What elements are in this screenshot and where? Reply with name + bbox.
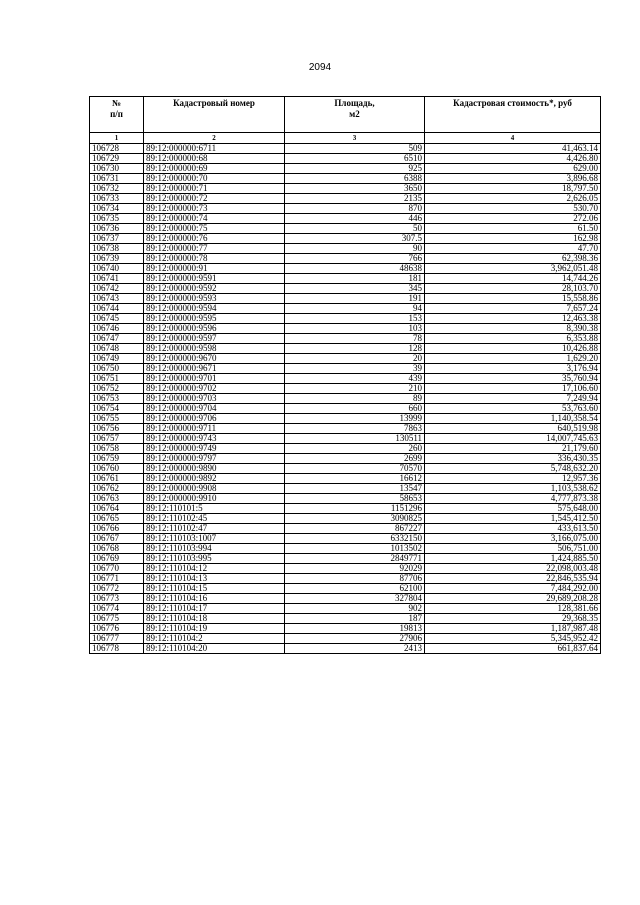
cadastral-value-cell: 1,103,538.62: [425, 484, 601, 494]
cadastral-number-cell: 89:12:000000:9671: [144, 364, 285, 374]
row-number-cell: 106769: [90, 554, 144, 564]
row-number-cell: 106753: [90, 394, 144, 404]
table-row: [90, 444, 601, 454]
cadastral-value-cell: 4,426.80: [425, 154, 601, 164]
cadastral-value-cell: 35,760.94: [425, 374, 601, 384]
area-cell: 50: [285, 224, 425, 234]
row-number-cell: 106728: [90, 144, 144, 154]
table-row: [90, 584, 601, 594]
cadastral-value-cell: 661,837.64: [425, 644, 601, 654]
table-row: [90, 234, 601, 244]
cadastral-value-cell: 3,176.94: [425, 364, 601, 374]
area-cell: 6388: [285, 174, 425, 184]
table-row: [90, 384, 601, 394]
table-row: [90, 564, 601, 574]
row-number-cell: 106743: [90, 294, 144, 304]
table-row: [90, 354, 601, 364]
area-cell: 187: [285, 614, 425, 624]
table-row: [90, 224, 601, 234]
area-cell: 210: [285, 384, 425, 394]
cadastral-number-cell: 89:12:000000:9597: [144, 334, 285, 344]
cadastral-value-cell: 7,657.24: [425, 304, 601, 314]
area-cell: 89: [285, 394, 425, 404]
table-row: [90, 484, 601, 494]
cadastral-number-cell: 89:12:110104:16: [144, 594, 285, 604]
area-cell: 7863: [285, 424, 425, 434]
row-number-cell: 106732: [90, 184, 144, 194]
table-row: [90, 344, 601, 354]
header-row-number: № п/п: [90, 97, 144, 133]
column-number: 4: [425, 133, 601, 144]
column-number: 2: [144, 133, 285, 144]
row-number-cell: 106731: [90, 174, 144, 184]
cadastral-value-cell: 1,629.20: [425, 354, 601, 364]
header-row: [90, 97, 601, 133]
row-number-cell: 106729: [90, 154, 144, 164]
cadastral-number-cell: 89:12:000000:71: [144, 184, 285, 194]
cadastral-number-cell: 89:12:110102:45: [144, 514, 285, 524]
cadastral-value-cell: 5,345,952.42: [425, 634, 601, 644]
table-row: [90, 284, 601, 294]
area-cell: 3090825: [285, 514, 425, 524]
cadastral-number-cell: 89:12:000000:74: [144, 214, 285, 224]
cadastral-number-cell: 89:12:110102:47: [144, 524, 285, 534]
row-number-cell: 106767: [90, 534, 144, 544]
cadastral-value-cell: 640,519.98: [425, 424, 601, 434]
table-row: [90, 454, 601, 464]
cadastral-number-cell: 89:12:110103:995: [144, 554, 285, 564]
row-number-cell: 106755: [90, 414, 144, 424]
cadastral-number-cell: 89:12:000000:9591: [144, 274, 285, 284]
cadastral-number-cell: 89:12:000000:77: [144, 244, 285, 254]
row-number-cell: 106763: [90, 494, 144, 504]
page-number: 2094: [308, 62, 332, 73]
row-number-cell: 106752: [90, 384, 144, 394]
area-cell: 27906: [285, 634, 425, 644]
row-number-cell: 106770: [90, 564, 144, 574]
area-cell: 2849771: [285, 554, 425, 564]
row-number-cell: 106771: [90, 574, 144, 584]
cadastral-value-cell: 629.00: [425, 164, 601, 174]
area-cell: 1013502: [285, 544, 425, 554]
area-cell: 48638: [285, 264, 425, 274]
cadastral-value-cell: 433,613.50: [425, 524, 601, 534]
table-row: [90, 524, 601, 534]
area-cell: 260: [285, 444, 425, 454]
cadastral-value-cell: 28,103.70: [425, 284, 601, 294]
table-row: [90, 214, 601, 224]
table-row: [90, 184, 601, 194]
area-cell: 181: [285, 274, 425, 284]
cadastral-number-cell: 89:12:000000:91: [144, 264, 285, 274]
cadastral-value-cell: 53,763.60: [425, 404, 601, 414]
area-cell: 191: [285, 294, 425, 304]
table-row: [90, 574, 601, 584]
table-row: [90, 394, 601, 404]
area-cell: 13547: [285, 484, 425, 494]
area-cell: 307.5: [285, 234, 425, 244]
cadastral-number-cell: 89:12:000000:75: [144, 224, 285, 234]
area-cell: 766: [285, 254, 425, 264]
cadastral-number-cell: 89:12:000000:9598: [144, 344, 285, 354]
table-row: [90, 364, 601, 374]
row-number-cell: 106739: [90, 254, 144, 264]
table-body: [90, 144, 601, 654]
cadastral-number-cell: 89:12:000000:9594: [144, 304, 285, 314]
row-number-cell: 106754: [90, 404, 144, 414]
row-number-cell: 106774: [90, 604, 144, 614]
cadastral-value-cell: 1,140,358.54: [425, 414, 601, 424]
cadastral-number-cell: 89:12:000000:9749: [144, 444, 285, 454]
cadastral-value-cell: 61.50: [425, 224, 601, 234]
cadastral-value-cell: 162.98: [425, 234, 601, 244]
cadastral-number-cell: 89:12:000000:9743: [144, 434, 285, 444]
cadastral-number-cell: 89:12:110104:19: [144, 624, 285, 634]
cadastral-number-cell: 89:12:110103:1007: [144, 534, 285, 544]
table-row: [90, 494, 601, 504]
cadastral-value-cell: 530.70: [425, 204, 601, 214]
table-row: [90, 604, 601, 614]
table-row: [90, 254, 601, 264]
table-row: [90, 544, 601, 554]
area-cell: 39: [285, 364, 425, 374]
column-number: 1: [90, 133, 144, 144]
area-cell: 3650: [285, 184, 425, 194]
cadastral-number-cell: 89:12:000000:73: [144, 204, 285, 214]
table-row: [90, 644, 601, 654]
row-number-cell: 106757: [90, 434, 144, 444]
cadastral-number-cell: 89:12:110104:13: [144, 574, 285, 584]
table-row: [90, 634, 601, 644]
cadastral-value-cell: 575,648.00: [425, 504, 601, 514]
cadastral-number-cell: 89:12:000000:9593: [144, 294, 285, 304]
row-number-cell: 106762: [90, 484, 144, 494]
area-cell: 70570: [285, 464, 425, 474]
cadastral-number-cell: 89:12:110104:18: [144, 614, 285, 624]
row-number-cell: 106730: [90, 164, 144, 174]
cadastral-value-cell: 4,777,873.38: [425, 494, 601, 504]
cadastral-number-cell: 89:12:110104:12: [144, 564, 285, 574]
cadastral-value-cell: 29,689,208.28: [425, 594, 601, 604]
row-number-cell: 106745: [90, 314, 144, 324]
area-cell: 1151296: [285, 504, 425, 514]
row-number-cell: 106773: [90, 594, 144, 604]
row-number-cell: 106756: [90, 424, 144, 434]
cadastral-value-cell: 7,484,292.00: [425, 584, 601, 594]
table-row: [90, 374, 601, 384]
area-cell: 660: [285, 404, 425, 414]
row-number-cell: 106738: [90, 244, 144, 254]
area-cell: 153: [285, 314, 425, 324]
table-row: [90, 304, 601, 314]
row-number-cell: 106751: [90, 374, 144, 384]
area-cell: 90: [285, 244, 425, 254]
cadastral-number-cell: 89:12:000000:9711: [144, 424, 285, 434]
cadastral-value-cell: 14,744.26: [425, 274, 601, 284]
cadastral-number-cell: 89:12:000000:9890: [144, 464, 285, 474]
area-cell: 16612: [285, 474, 425, 484]
table-row: [90, 464, 601, 474]
row-number-cell: 106765: [90, 514, 144, 524]
table-row: [90, 274, 601, 284]
area-cell: 103: [285, 324, 425, 334]
cadastral-value-cell: 5,748,632.20: [425, 464, 601, 474]
cadastral-number-cell: 89:12:000000:72: [144, 194, 285, 204]
row-number-cell: 106772: [90, 584, 144, 594]
cadastral-value-cell: 336,430.35: [425, 454, 601, 464]
row-number-cell: 106768: [90, 544, 144, 554]
row-number-cell: 106740: [90, 264, 144, 274]
area-cell: 87706: [285, 574, 425, 584]
table-row: [90, 504, 601, 514]
row-number-cell: 106758: [90, 444, 144, 454]
cadastral-value-cell: 7,249.94: [425, 394, 601, 404]
cadastral-number-cell: 89:12:000000:9702: [144, 384, 285, 394]
row-number-cell: 106736: [90, 224, 144, 234]
area-cell: 2413: [285, 644, 425, 654]
cadastral-table: [89, 96, 601, 654]
cadastral-value-cell: 18,797.50: [425, 184, 601, 194]
cadastral-value-cell: 272.06: [425, 214, 601, 224]
table-row: [90, 314, 601, 324]
area-cell: 867227: [285, 524, 425, 534]
area-cell: 345: [285, 284, 425, 294]
row-number-cell: 106734: [90, 204, 144, 214]
row-number-cell: 106748: [90, 344, 144, 354]
area-cell: 94: [285, 304, 425, 314]
row-number-cell: 106760: [90, 464, 144, 474]
row-number-cell: 106750: [90, 364, 144, 374]
header-area: Площадь, м2: [285, 97, 425, 133]
table-row: [90, 414, 601, 424]
row-number-cell: 106778: [90, 644, 144, 654]
cadastral-number-cell: 89:12:000000:9910: [144, 494, 285, 504]
cadastral-value-cell: 1,187,987.48: [425, 624, 601, 634]
cadastral-number-cell: 89:12:000000:78: [144, 254, 285, 264]
row-number-cell: 106741: [90, 274, 144, 284]
cadastral-value-cell: 14,007,745.63: [425, 434, 601, 444]
cadastral-number-cell: 89:12:000000:9701: [144, 374, 285, 384]
row-number-cell: 106744: [90, 304, 144, 314]
table-row: [90, 614, 601, 624]
area-cell: 19813: [285, 624, 425, 634]
area-cell: 13999: [285, 414, 425, 424]
column-number-row: [90, 133, 601, 144]
header-cadastral-number: Кадастровый номер: [144, 97, 285, 133]
header-cadastral-value: Кадастровая стоимость*, руб: [425, 97, 601, 133]
row-number-cell: 106777: [90, 634, 144, 644]
cadastral-number-cell: 89:12:000000:9703: [144, 394, 285, 404]
table-row: [90, 434, 601, 444]
table-row: [90, 264, 601, 274]
area-cell: 902: [285, 604, 425, 614]
cadastral-value-cell: 8,390.38: [425, 324, 601, 334]
cadastral-number-cell: 89:12:000000:9596: [144, 324, 285, 334]
table-row: [90, 334, 601, 344]
cadastral-value-cell: 1,424,885.50: [425, 554, 601, 564]
cadastral-number-cell: 89:12:110104:20: [144, 644, 285, 654]
cadastral-number-cell: 89:12:000000:70: [144, 174, 285, 184]
cadastral-value-cell: 10,426.88: [425, 344, 601, 354]
cadastral-number-cell: 89:12:000000:9670: [144, 354, 285, 364]
area-cell: 6332150: [285, 534, 425, 544]
table-row: [90, 534, 601, 544]
table-row: [90, 194, 601, 204]
cadastral-value-cell: 506,751.00: [425, 544, 601, 554]
cadastral-number-cell: 89:12:110103:994: [144, 544, 285, 554]
row-number-cell: 106737: [90, 234, 144, 244]
row-number-cell: 106764: [90, 504, 144, 514]
area-cell: 6510: [285, 154, 425, 164]
cadastral-value-cell: 3,166,075.00: [425, 534, 601, 544]
area-cell: 128: [285, 344, 425, 354]
cadastral-number-cell: 89:12:110104:2: [144, 634, 285, 644]
area-cell: 78: [285, 334, 425, 344]
row-number-cell: 106735: [90, 214, 144, 224]
table-row: [90, 154, 601, 164]
table-row: [90, 174, 601, 184]
table-row: [90, 474, 601, 484]
row-number-cell: 106749: [90, 354, 144, 364]
row-number-cell: 106747: [90, 334, 144, 344]
area-cell: 2699: [285, 454, 425, 464]
cadastral-value-cell: 15,558.86: [425, 294, 601, 304]
table-row: [90, 624, 601, 634]
cadastral-value-cell: 128,381.66: [425, 604, 601, 614]
table-row: [90, 144, 601, 154]
cadastral-number-cell: 89:12:000000:9908: [144, 484, 285, 494]
area-cell: 439: [285, 374, 425, 384]
cadastral-value-cell: 17,106.60: [425, 384, 601, 394]
row-number-cell: 106775: [90, 614, 144, 624]
cadastral-value-cell: 22,846,535.94: [425, 574, 601, 584]
cadastral-value-cell: 12,463.38: [425, 314, 601, 324]
area-cell: 327804: [285, 594, 425, 604]
cadastral-number-cell: 89:12:000000:9706: [144, 414, 285, 424]
area-cell: 20: [285, 354, 425, 364]
cadastral-value-cell: 21,179.60: [425, 444, 601, 454]
row-number-cell: 106733: [90, 194, 144, 204]
table-row: [90, 244, 601, 254]
cadastral-number-cell: 89:12:110104:17: [144, 604, 285, 614]
cadastral-value-cell: 12,957.36: [425, 474, 601, 484]
cadastral-value-cell: 3,896.68: [425, 174, 601, 184]
area-cell: 925: [285, 164, 425, 174]
cadastral-value-cell: 47.70: [425, 244, 601, 254]
area-cell: 130511: [285, 434, 425, 444]
cadastral-number-cell: 89:12:000000:9595: [144, 314, 285, 324]
row-number-cell: 106766: [90, 524, 144, 534]
cadastral-number-cell: 89:12:110101:5: [144, 504, 285, 514]
cadastral-value-cell: 41,463.14: [425, 144, 601, 154]
table-row: [90, 294, 601, 304]
cadastral-number-cell: 89:12:000000:9592: [144, 284, 285, 294]
area-cell: 2135: [285, 194, 425, 204]
area-cell: 446: [285, 214, 425, 224]
cadastral-number-cell: 89:12:000000:9704: [144, 404, 285, 414]
table-row: [90, 594, 601, 604]
area-cell: 92029: [285, 564, 425, 574]
cadastral-value-cell: 6,353.88: [425, 334, 601, 344]
cadastral-value-cell: 62,398.36: [425, 254, 601, 264]
cadastral-value-cell: 2,626.05: [425, 194, 601, 204]
row-number-cell: 106742: [90, 284, 144, 294]
table-row: [90, 404, 601, 414]
cadastral-number-cell: 89:12:000000:6711: [144, 144, 285, 154]
row-number-cell: 106746: [90, 324, 144, 334]
cadastral-number-cell: 89:12:000000:69: [144, 164, 285, 174]
area-cell: 870: [285, 204, 425, 214]
cadastral-number-cell: 89:12:110104:15: [144, 584, 285, 594]
cadastral-number-cell: 89:12:000000:9892: [144, 474, 285, 484]
cadastral-value-cell: 3,962,051.48: [425, 264, 601, 274]
column-number: 3: [285, 133, 425, 144]
area-cell: 509: [285, 144, 425, 154]
cadastral-number-cell: 89:12:000000:76: [144, 234, 285, 244]
table-row: [90, 424, 601, 434]
area-cell: 58653: [285, 494, 425, 504]
cadastral-number-cell: 89:12:000000:68: [144, 154, 285, 164]
cadastral-value-cell: 29,368.35: [425, 614, 601, 624]
table-row: [90, 204, 601, 214]
table-row: [90, 164, 601, 174]
cadastral-value-cell: 1,545,412.50: [425, 514, 601, 524]
row-number-cell: 106761: [90, 474, 144, 484]
table-row: [90, 324, 601, 334]
table-row: [90, 514, 601, 524]
cadastral-number-cell: 89:12:000000:9797: [144, 454, 285, 464]
cadastral-value-cell: 22,098,003.48: [425, 564, 601, 574]
row-number-cell: 106759: [90, 454, 144, 464]
row-number-cell: 106776: [90, 624, 144, 634]
table-row: [90, 554, 601, 564]
area-cell: 62100: [285, 584, 425, 594]
